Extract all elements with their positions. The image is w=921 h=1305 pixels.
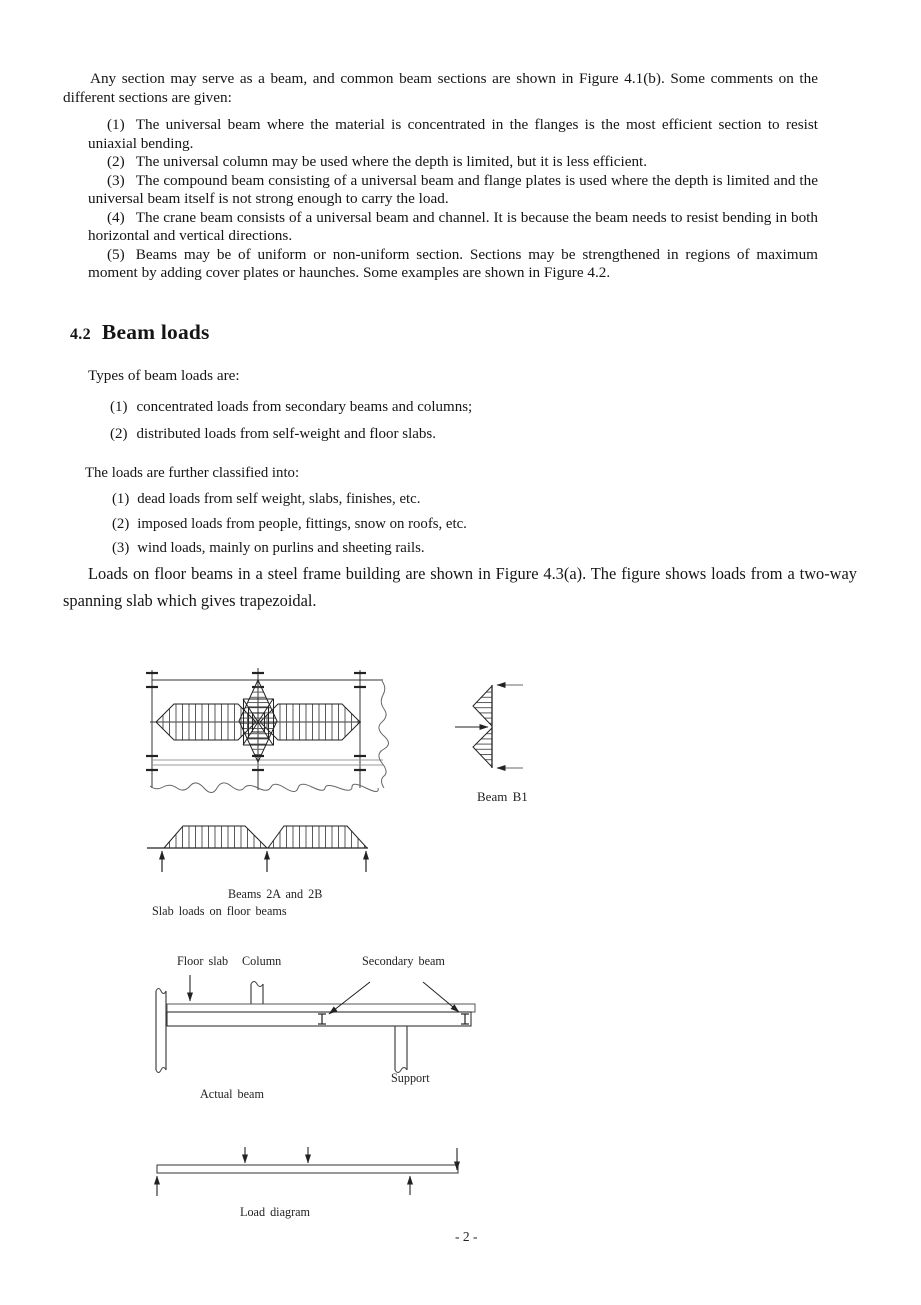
trapezoid-load-2b [268, 826, 367, 848]
trapezoid-load-2a [164, 826, 267, 848]
list-text: concentrated loads from secondary beams and columns; [136, 399, 473, 415]
types-list [110, 399, 472, 452]
torn-bottom-edge [150, 783, 378, 793]
types-intro: Types of beam loads are: [88, 367, 240, 384]
list-text: The compound beam consisting of a universal beam and flange plates is used where the depth is limited and the universal beam itself is not strong enough to carry the load. [88, 171, 818, 207]
classified-list [112, 491, 467, 565]
wall-break-top [156, 989, 166, 994]
list-text: wind loads, mainly on purlins and sheeting rails. [137, 540, 425, 556]
list-marker: (5) [107, 245, 125, 263]
list-item [110, 426, 472, 443]
list-text: imposed loads from people, fittings, snow on roofs, etc. [137, 515, 467, 532]
torn-right-edge [379, 681, 389, 788]
list-item [112, 491, 467, 508]
list-marker: (4) [107, 208, 125, 226]
intro-paragraph: Any section may serve as a beam, and common beam sections are shown in Figure 4.1(b). Some comments on the different sections are given: [63, 70, 818, 106]
beam-bar [157, 1165, 458, 1173]
label-floor-slab: Floor slab [177, 954, 229, 968]
list-text: Beams may be of uniform or non-uniform section. Sections may be strengthened in regions of maximum moment by adding cover plates or haunches. Some examples are shown in Figure 4.2. [88, 245, 818, 281]
list-item [88, 246, 818, 283]
section-heading [70, 320, 210, 345]
list-item [110, 399, 472, 416]
list-item [88, 172, 818, 209]
section-title: Beam loads [101, 320, 210, 344]
list-item [112, 516, 467, 533]
classified-intro: The loads are further classified into: [85, 465, 300, 481]
list-item [88, 209, 818, 246]
beam-b1-diagram [455, 685, 523, 768]
label-actual-beam: Actual beam [200, 1087, 264, 1101]
list-marker: (2) [112, 515, 130, 532]
list-marker: (1) [112, 491, 130, 507]
closing-paragraph: Loads on floor beams in a steel frame building are shown in Figure 4.3(a). The figure shows loads from a two-way spanning slab which gives trapezoidal. [63, 564, 857, 611]
list-marker: (1) [110, 399, 128, 415]
label-beam-b1: Beam B1 [477, 789, 528, 804]
page-number: - 2 - [455, 1229, 478, 1244]
list-marker: (3) [107, 171, 125, 189]
list-item [88, 116, 818, 153]
list-item [88, 153, 818, 172]
list-text: The universal beam where the material is concentrated in the flanges is the most efficient section to resist uniaxial bending. [88, 116, 818, 152]
list-marker: (2) [107, 153, 125, 170]
beam-b1-load-top [473, 686, 492, 726]
label-support: Support [391, 1071, 430, 1085]
label-column: Column [242, 954, 282, 968]
list-text: The crane beam consists of a universal beam and channel. It is because the beam needs to resist bending in both horizontal and vertical directions. [88, 208, 818, 244]
list-text: dead loads from self weight, slabs, finishes, etc. [137, 491, 421, 507]
floor-slab-section [167, 1004, 475, 1012]
list-item [112, 540, 467, 557]
label-secondary-beam: Secondary beam [362, 954, 445, 968]
beam-b1-load-bottom [473, 728, 492, 767]
section-number: 4.2 [70, 326, 91, 343]
list-marker: (2) [110, 425, 128, 442]
beam-sections-list [63, 116, 818, 283]
label-slab-loads: Slab loads on floor beams [152, 904, 287, 918]
list-text: The universal column may be used where the depth is limited, but it is less efficient. [135, 153, 648, 170]
load-diagram [157, 1147, 458, 1196]
wall-break-bottom [156, 1068, 166, 1073]
list-marker: (1) [107, 116, 125, 133]
label-beams-2a-2b: Beams 2A and 2B [228, 887, 323, 901]
list-marker: (3) [112, 540, 130, 556]
label-load-diagram: Load diagram [240, 1205, 311, 1219]
plan-view-diagram [146, 668, 389, 793]
beams-2a-2b-diagram [147, 826, 368, 872]
column-break-top [251, 982, 263, 987]
list-text: distributed loads from self-weight and floor slabs. [136, 425, 437, 442]
actual-beam-diagram [156, 975, 475, 1073]
slab-load-area-center [239, 680, 277, 762]
